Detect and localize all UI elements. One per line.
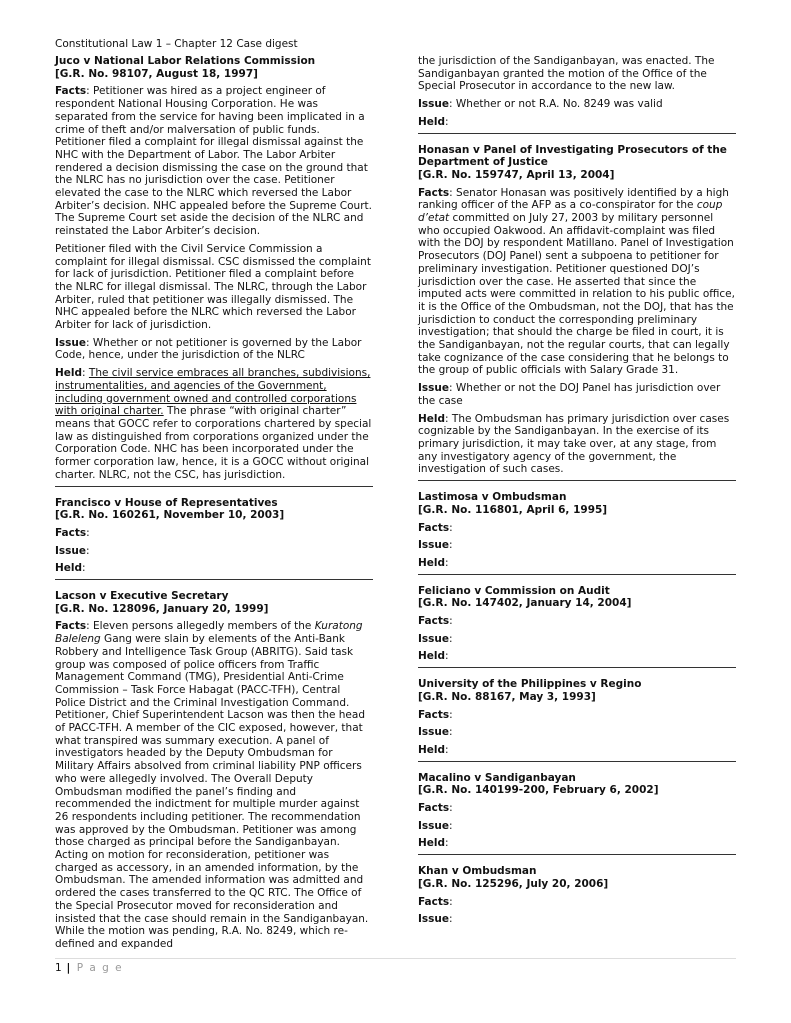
held-paragraph: Held: (55, 562, 86, 575)
held-label: Held (418, 743, 446, 756)
issue-label: Issue (418, 539, 450, 552)
section-divider (55, 579, 373, 580)
issue-paragraph: Issue: (55, 544, 90, 557)
case-title: Lastimosa v Ombudsman (418, 491, 567, 504)
issue-label: Issue (418, 819, 450, 832)
case-lastimosa (418, 491, 736, 575)
case-gr-number: [G.R. No. 128096, January 20, 1999] (55, 602, 269, 615)
footer-separator: | (66, 962, 72, 974)
facts-paragraph: Facts: (418, 708, 453, 721)
section-divider (418, 480, 736, 481)
facts-label: Facts (55, 620, 87, 633)
held-label: Held (418, 412, 446, 425)
case-title: Francisco v House of Representatives (55, 496, 278, 509)
facts-paragraph: Facts: Senator Honasan was positively identified by a high ranking officer of the AFP as a co-conspirator for the coup d’etat committed on July 27, 2003 by military personnel who occupied Oakwood. An affidavit-complaint was filed with the DOJ by respondent Matillano. Panel of Investigation Prosecutors (DOJ Panel) sent a subpoena to petitioner for preliminary investigation. Petitioner questioned DOJ’s jurisdiction over the case. He asserted that since the imputed acts were committed in relation to his public office, it is the Office of the Ombudsman, not the DOJ, that has the jurisdiction to conduct the corresponding preliminary investigation; that should the charge be filed in court, it is the Sandiganbayan, not the regular courts, that can legally take cognizance of the case considering that he belongs to the group of public officials with Salary Grade 31. (418, 186, 735, 377)
facts-text-2: Gang were slain by elements of the Anti-Bank Robbery and Intelligence Task Group (ABRITG). Said task group was composed of police officers from Traffic Management Command (TMG), Presidential Anti-Crime Commission – Task Force Habagat (PACC-TFH), Central Police District and the Criminal Investigation Command. Petitioner, Chief Superintendent Lacson was then the head of PACC-TFH. A member of the CIC exposed, however, that what transpired was summary execution. A panel of investigators headed by the Deputy Ombudsman for Military Affairs absolved from criminal liability PNP officers who were allegedly involved. The Overall Deputy Ombudsman modified the panel’s finding and recommended the indictment for multiple murder against 26 respondents including petitioner. The recommendation was approved by the Ombudsman. Petitioner was among those charged as principal before the Sandiganbayan. Acting on motion for reconsideration, petitioner was charged as accessory, in an amended information, by the Ombudsman. The amended information was admitted and ordered the cases transferred to the QC RTC. The Office of the Special Prosecutor moved for reconsideration and insisted that the case should remain in the Sandiganbayan. While the motion was pending, R.A. No. 8249, which re-defined and expanded (55, 633, 369, 950)
facts-label: Facts (418, 708, 450, 721)
held-paragraph: Held: (418, 743, 449, 756)
facts-paragraph: Facts: Petitioner was hired as a project engineer of respondent National Housing Corporation. He was separated from the service for having been implicated in a crime of theft and/or malversation of public funds. Petitioner filed a complaint for illegal dismissal against the NHC with the Department of Labor. The Labor Arbiter rendered a decision dismissing the case on the ground that the NLRC has no jurisdiction over the case. Petitioner elevated the case to the NLRC which reversed the Labor Arbiter’s decision. NHC appealed before the Supreme Court. The Supreme Court set aside the decision of the NLRC and reinstated the Labor Arbiter’s decision. (55, 85, 372, 238)
left-column (55, 55, 373, 956)
facts-text: Senator Honasan was positively identified by a high ranking officer of the AFP as a co-conspirator for the (418, 186, 729, 212)
case-title: University of the Philippines v Regino (418, 678, 642, 691)
case-title: Lacson v Executive Secretary (55, 590, 229, 603)
page-word: P a g e (76, 962, 124, 974)
case-gr-number: [G.R. No. 98107, August 18, 1997] (55, 67, 258, 80)
facts-label: Facts (55, 526, 87, 539)
section-divider (418, 133, 736, 134)
issue-text: Whether or not the DOJ Panel has jurisdiction over the case (418, 382, 721, 407)
case-juco (55, 55, 373, 487)
case-gr-number: [G.R. No. 160261, November 10, 2003] (55, 509, 285, 522)
issue-paragraph: Issue: Whether or not the DOJ Panel has jurisdiction over the case (418, 382, 721, 407)
case-honasan (418, 144, 736, 482)
issue-paragraph: Issue: Whether or not R.A. No. 8249 was valid (418, 98, 663, 111)
case-gr-number: [G.R. No. 159747, April 13, 2004] (418, 168, 615, 181)
section-divider (418, 761, 736, 762)
right-column (418, 55, 736, 931)
facts-paragraph-2: Petitioner filed with the Civil Service Commission a complaint for illegal dismissal. CSC dismissed the complaint for lack of jurisdiction. Petitioner filed a complaint before the NLRC for illegal dismissal. The NLRC, through the Labor Arbiter, ruled that petitioner was illegally dismissed. The NHC appealed before the NLRC which reversed the Labor Arbiter for lack of jurisdiction. (55, 242, 371, 332)
facts-label: Facts (418, 802, 450, 815)
held-label: Held (418, 837, 446, 850)
case-gr-number: [G.R. No. 147402, January 14, 2004] (418, 597, 632, 610)
case-khan (418, 865, 736, 926)
held-label: Held (418, 556, 446, 569)
facts-label: Facts (418, 521, 450, 534)
issue-paragraph: Issue: (418, 539, 453, 552)
case-gr-number: [G.R. No. 125296, July 20, 2006] (418, 877, 609, 890)
held-paragraph: Held: (418, 115, 449, 128)
page-number: 1 (55, 962, 62, 974)
issue-label: Issue (418, 632, 450, 645)
issue-label: Issue (418, 382, 450, 395)
case-title: Feliciano v Commission on Audit (418, 584, 610, 597)
held-paragraph: Held: (418, 556, 449, 569)
held-paragraph: Held: (418, 650, 449, 663)
issue-paragraph: Issue: (418, 819, 453, 832)
issue-text: Whether or not petitioner is governed by the Labor Code, hence, under the jurisdiction of the NLRC (55, 336, 362, 362)
held-paragraph: Held: (418, 837, 449, 850)
issue-label: Issue (55, 336, 87, 349)
held-text: The phrase “with original charter” means that GOCC refer to corporations chartered by special law as distinguished from corporations organized under the Corporation Code. NHC has been incorporated under the former corporation law, hence, it is a GOCC without original charter. NLRC, not the CSC, has jurisdiction. (55, 405, 372, 481)
document-header: Constitutional Law 1 – Chapter 12 Case digest (55, 38, 298, 50)
issue-label: Issue (418, 726, 450, 739)
facts-paragraph: Facts: (418, 521, 453, 534)
case-gr-number: [G.R. No. 88167, May 3, 1993] (418, 690, 596, 703)
facts-paragraph: Facts: Eleven persons allegedly members of the Kuratong Baleleng Gang were slain by elements of the Anti-Bank Robbery and Intelligence Task Group (ABRITG). Said task group was composed of police officers from Traffic Management Command (TMG), Presidential Anti-Crime Commission – Task Force Habagat (PACC-TFH), Central Police District and the Criminal Investigation Command. Petitioner, Chief Superintendent Lacson was then the head of PACC-TFH. A member of the CIC exposed, however, that what transpired was summary execution. A panel of investigators headed by the Deputy Ombudsman for Military Affairs absolved from criminal liability PNP officers who were allegedly involved. The Overall Deputy Ombudsman modified the panel’s finding and recommended the indictment for multiple murder against 26 respondents including petitioner. The recommendation was approved by the Ombudsman. Petitioner was among those charged as principal before the Sandiganbayan. Acting on motion for reconsideration, petitioner was charged as accessory, in an amended information, by the Ombudsman. The amended information was admitted and ordered the cases transferred to the QC RTC. The Office of the Special Prosecutor moved for reconsideration and insisted that the case should remain in the Sandiganbayan. While the motion was pending, R.A. No. 8249, which re-defined and expanded (55, 620, 369, 950)
case-francisco (55, 497, 373, 581)
issue-label: Issue (418, 913, 450, 926)
held-paragraph: Held: The Ombudsman has primary jurisdiction over cases cognizable by the Sandiganbayan. In the exercise of its primary jurisdiction, it may take over, at any stage, from any investigatory agency of the government, the investigation of such cases. (418, 412, 730, 476)
issue-label: Issue (418, 98, 450, 111)
footer-divider (55, 958, 736, 959)
facts-text: Petitioner was hired as a project engineer of respondent National Housing Corporation. He was separated from the service for having been implicated in a crime of theft and/or malversation of public funds. Petitioner filed a complaint for illegal dismissal against the NHC with the Department of Labor. The Labor Arbiter rendered a decision dismissing the case on the ground that the NLRC has no jurisdiction over the case. Petitioner elevated the case to the NLRC which reversed the Labor Arbiter’s decision. NHC appealed before the Supreme Court. The Supreme Court set aside the decision of the NLRC and reinstated the Labor Arbiter’s decision. (55, 85, 372, 238)
issue-label: Issue (55, 544, 87, 557)
case-macalino (418, 772, 736, 856)
section-divider (418, 667, 736, 668)
issue-paragraph: Issue: (418, 726, 453, 739)
held-label: Held (55, 367, 83, 380)
facts-label: Facts (418, 895, 450, 908)
facts-paragraph: Facts: (418, 802, 453, 815)
facts-continued: the jurisdiction of the Sandiganbayan, was enacted. The Sandiganbayan granted the motion of the Office of the Special Prosecutor in accordance to the new law. (418, 55, 715, 93)
issue-paragraph: Issue: Whether or not petitioner is governed by the Labor Code, hence, under the jurisdiction of the NLRC (55, 336, 362, 362)
case-up-regino (418, 678, 736, 762)
case-gr-number: [G.R. No. 140199-200, February 6, 2002] (418, 784, 659, 797)
held-underlined-text: The civil service embraces all branches, subdivisions, instrumentalities, and agencies of the Government, including government owned and controlled corporations with original charter. (55, 367, 371, 418)
case-lacson-continued (418, 55, 736, 134)
issue-paragraph: Issue: (418, 632, 453, 645)
case-feliciano (418, 585, 736, 669)
facts-label: Facts (55, 85, 87, 98)
facts-paragraph: Facts: (55, 526, 90, 539)
held-label: Held (418, 650, 446, 663)
facts-paragraph: Facts: (418, 895, 453, 908)
facts-paragraph: Facts: (418, 615, 453, 628)
held-text: The Ombudsman has primary jurisdiction over cases cognizable by the Sandiganbayan. In the exercise of its primary jurisdiction, it may take over, at any stage, from any investigatory agency of the government, the investigation of such cases. (418, 412, 730, 476)
case-title: Juco v National Labor Relations Commission (55, 55, 316, 67)
case-title: Macalino v Sandiganbayan (418, 771, 576, 784)
case-title: Khan v Ombudsman (418, 865, 537, 878)
facts-text: Eleven persons allegedly members of the (93, 620, 315, 633)
held-label: Held (418, 115, 446, 128)
case-lacson (55, 590, 373, 951)
section-divider (55, 486, 373, 487)
issue-text: Whether or not R.A. No. 8249 was valid (455, 98, 663, 111)
held-label: Held (55, 562, 83, 575)
facts-label: Facts (418, 615, 450, 628)
page-footer (55, 962, 123, 974)
gang-name: Kuratong Baleleng (55, 620, 363, 646)
issue-paragraph: Issue: (418, 913, 453, 926)
facts-label: Facts (418, 186, 450, 199)
coup-term: coup d’etat (418, 199, 723, 225)
held-paragraph: Held: The civil service embraces all branches, subdivisions, instrumentalities, and agencies of the Government, including government owned and controlled corporations with original charter. The phrase “with original charter” means that GOCC refer to corporations chartered by special law as distinguished from corporations organized under the Corporation Code. NHC has been incorporated under the former corporation law, hence, it is a GOCC without original charter. NLRC, not the CSC, has jurisdiction. (55, 367, 372, 481)
case-gr-number: [G.R. No. 116801, April 6, 1995] (418, 503, 608, 516)
case-title: Honasan v Panel of Investigating Prosecutors of the Department of Justice (418, 143, 727, 169)
section-divider (418, 854, 736, 855)
facts-text-2: committed on July 27, 2003 by military personnel who occupied Oakwood. An affidavit-complaint was filed with the DOJ by respondent Matillano. Panel of Investigation Prosecutors (DOJ Panel) sent a subpoena to petitioner for preliminary investigation. Petitioner questioned DOJ’s jurisdiction over the case. He asserted that since the imputed acts were committed in relation to his public office, it is the Office of the Ombudsman, not the DOJ, that has the jurisdiction to conduct the corresponding preliminary investigation; that should the charge be filed in court, it is the Sandiganbayan, not the regular courts, that can legally take cognizance of the case considering that he belongs to the group of public officials with Salary Grade 31. (418, 212, 735, 377)
section-divider (418, 574, 736, 575)
